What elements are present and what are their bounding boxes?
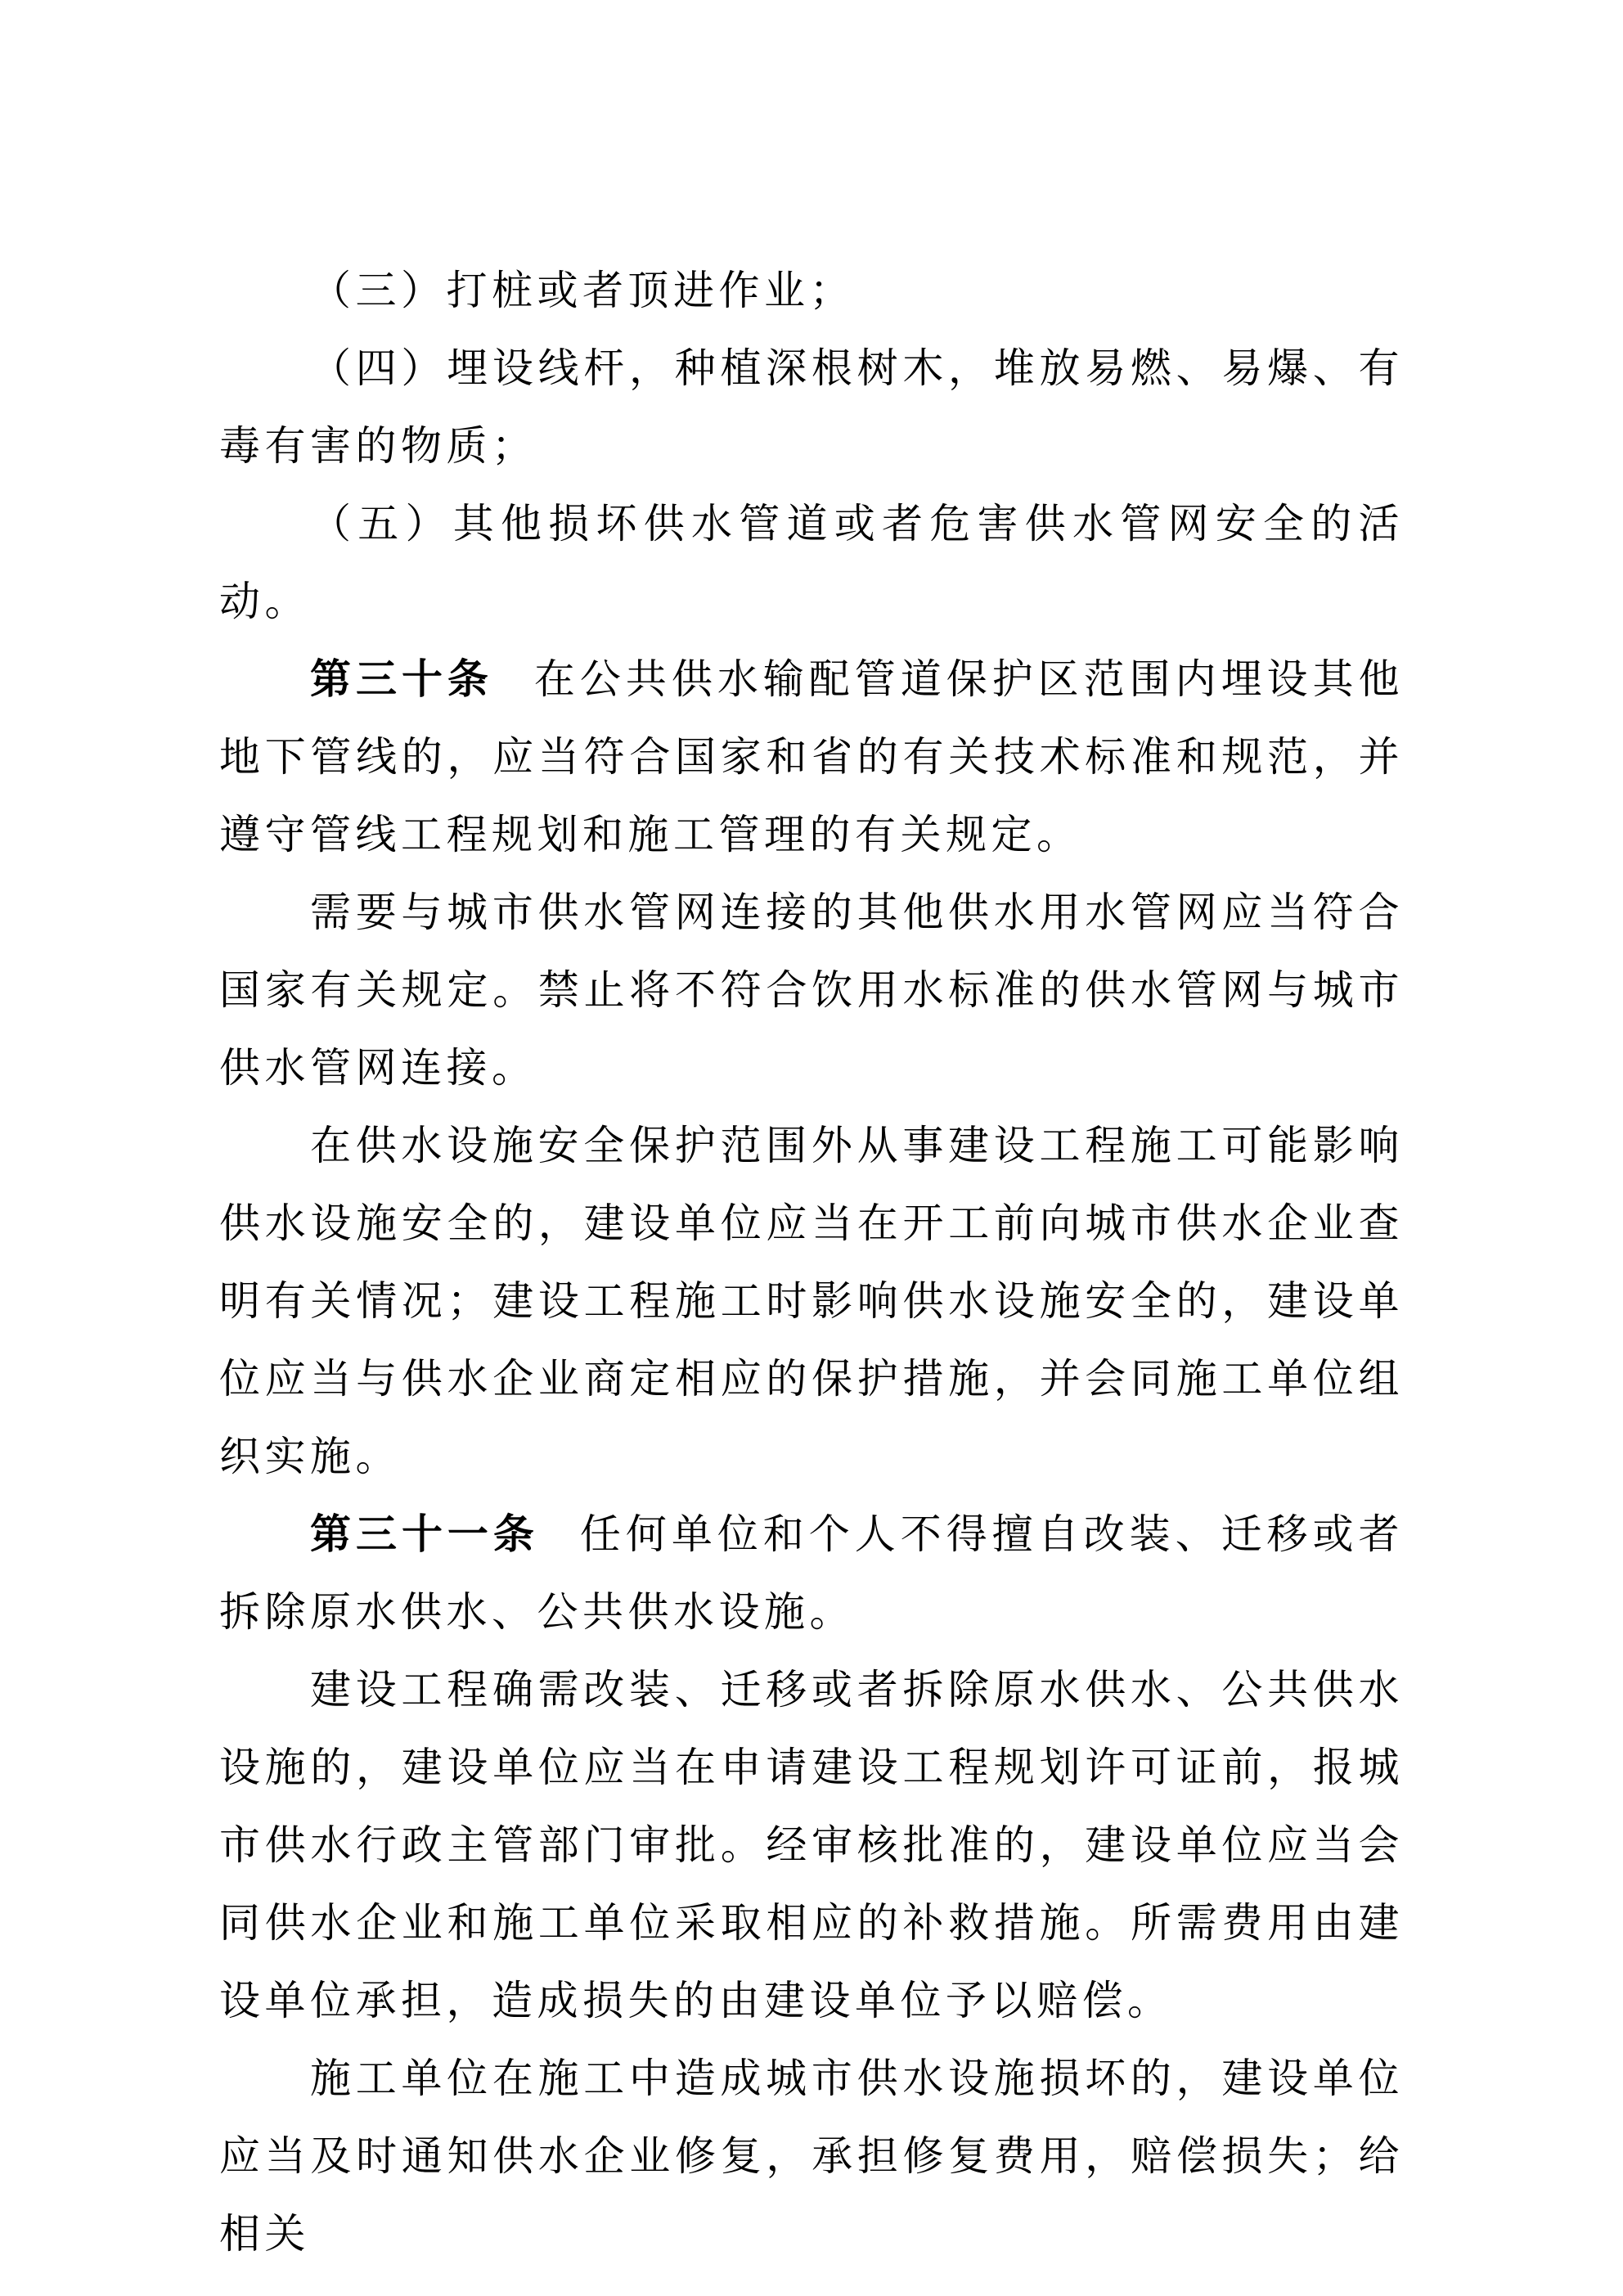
paragraph xyxy=(219,330,1404,485)
paragraph xyxy=(219,1107,1404,1496)
paragraph xyxy=(219,252,1404,330)
paragraph-text: （五）其他损坏供水管道或者危害供水管网安全的活动。 xyxy=(219,501,1404,624)
paragraph-text: 在公共供水输配管道保护区范围内埋设其他地下管线的，应当符合国家和省的有关技术标准和规范，并遵守管线工程规划和施工管理的有关规定。 xyxy=(219,656,1405,858)
paragraph-text: （三）打桩或者顶进作业； xyxy=(310,268,855,313)
paragraph xyxy=(219,641,1404,874)
paragraph-text: 任何单位和个人不得擅自改装、迁移或者拆除原水供水、公共供水设施。 xyxy=(219,1511,1405,1635)
article-number: 第三十一条 xyxy=(310,1511,539,1557)
paragraph-text: 需要与城市供水管网连接的其他供水用水管网应当符合国家有关规定。禁止将不符合饮用水标准的供水管网与城市供水管网连接。 xyxy=(219,889,1404,1091)
paragraph-text: 建设工程确需改装、迁移或者拆除原水供水、公共供水设施的，建设单位应当在申请建设工程规划许可证前，报城市供水行政主管部门审批。经审核批准的，建设单位应当会同供水企业和施工单位采取相应的补救措施。所需费用由建设单位承担，造成损失的由建设单位予以赔偿。 xyxy=(219,1667,1404,2024)
paragraph-text: 在供水设施安全保护范围外从事建设工程施工可能影响供水设施安全的，建设单位应当在开工前向城市供水企业查明有关情况；建设工程施工时影响供水设施安全的，建设单位应当与供水企业商定相应的保护措施，并会同施工单位组织实施。 xyxy=(219,1123,1404,1479)
paragraph xyxy=(219,1496,1404,1651)
paragraph xyxy=(219,1651,1404,2040)
article-number: 第三十条 xyxy=(310,656,493,702)
paragraph xyxy=(219,2040,1404,2273)
paragraph-text: 施工单位在施工中造成城市供水设施损坏的，建设单位应当及时通知供水企业修复，承担修复费用，赔偿损失；给相关 xyxy=(219,2055,1404,2257)
paragraph xyxy=(219,485,1404,641)
document-body xyxy=(219,252,1404,2273)
paragraph-text: （四）埋设线杆，种植深根树木，堆放易燃、易爆、有毒有害的物质； xyxy=(219,345,1404,469)
paragraph xyxy=(219,874,1404,1107)
